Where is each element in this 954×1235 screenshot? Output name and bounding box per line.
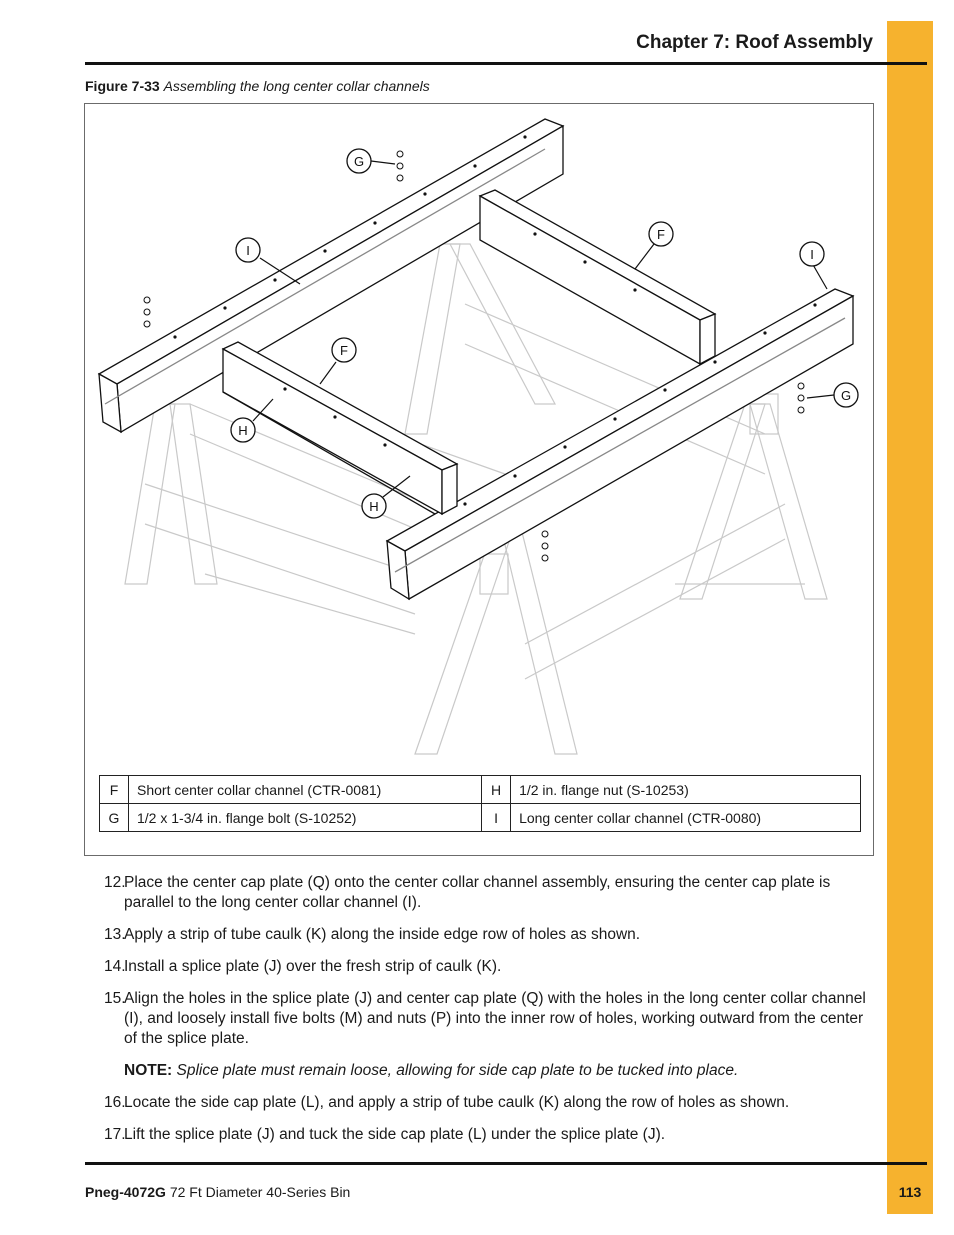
table-row — [100, 804, 861, 832]
list-item — [104, 957, 874, 977]
figure-caption — [85, 78, 430, 94]
step-number: 15. — [104, 990, 126, 1007]
list-item — [104, 925, 874, 945]
step-number: 16. — [104, 1094, 126, 1111]
legend-key: G — [100, 804, 129, 832]
legend-desc: Short center collar channel (CTR-0081) — [129, 776, 482, 804]
callout-i-right — [800, 242, 824, 266]
chapter-title: Chapter 7: Roof Assembly — [636, 32, 873, 53]
header-rule — [85, 62, 927, 65]
legend-key: I — [482, 804, 511, 832]
svg-text:F: F — [657, 227, 665, 242]
callout-g-right — [834, 383, 858, 407]
footer-rule — [85, 1162, 927, 1165]
assembly-illustration — [85, 104, 873, 769]
callout-h-left — [231, 418, 255, 442]
step-number: 14. — [104, 958, 126, 975]
footer-doc-info — [85, 1184, 350, 1200]
step-number: 17. — [104, 1126, 126, 1143]
svg-text:G: G — [840, 388, 852, 403]
legend-desc: Long center collar channel (CTR-0080) — [511, 804, 861, 832]
figure-frame — [84, 103, 874, 856]
step-text: Apply a strip of tube caulk (K) along the inside edge row of holes as shown. — [124, 926, 641, 943]
parts-legend-table — [99, 775, 861, 832]
callout-h-bottom — [362, 494, 386, 518]
step-text: Install a splice plate (J) over the fresh strip of caulk (K). — [124, 958, 502, 975]
step-text: Locate the side cap plate (L), and apply a strip of tube caulk (K) along the row of holes as shown. — [124, 1094, 790, 1111]
svg-text:I: I — [246, 243, 250, 258]
svg-text:H: H — [238, 423, 248, 438]
step-number: 12. — [104, 874, 126, 891]
page-number: 113 — [898, 1184, 922, 1200]
note-block — [104, 1061, 874, 1081]
figure-label: Figure 7-33 — [85, 78, 160, 94]
callout-f-back — [649, 222, 673, 246]
doc-title: 72 Ft Diameter 40-Series Bin — [169, 1184, 351, 1200]
callout-i-left — [236, 238, 260, 262]
step-text: Align the holes in the splice plate (J) and center cap plate (Q) with the holes in the long center collar channel (I), and loosely install five bolts (M) and nuts (P) into the inner row of holes, working outward from the center of the splice plate. — [124, 990, 866, 1047]
svg-text:F: F — [340, 343, 348, 358]
doc-id: Pneg-4072G — [85, 1184, 166, 1200]
step-text: Lift the splice plate (J) and tuck the side cap plate (L) under the splice plate (J). — [124, 1126, 666, 1143]
note-label: NOTE: — [124, 1062, 173, 1079]
callout-g-top — [347, 149, 371, 173]
list-item — [104, 1093, 874, 1113]
instruction-steps — [104, 873, 874, 1157]
legend-desc: 1/2 in. flange nut (S-10253) — [511, 776, 861, 804]
svg-text:G: G — [353, 154, 365, 169]
list-item — [104, 989, 874, 1049]
svg-text:I: I — [810, 247, 814, 262]
legend-key: H — [482, 776, 511, 804]
note-text: Splice plate must remain loose, allowing for side cap plate to be tucked into place. — [176, 1062, 739, 1079]
callout-f-front — [332, 338, 356, 362]
svg-text:H: H — [369, 499, 379, 514]
legend-desc: 1/2 x 1-3/4 in. flange bolt (S-10252) — [129, 804, 482, 832]
list-item — [104, 1125, 874, 1145]
legend-key: F — [100, 776, 129, 804]
step-text: Place the center cap plate (Q) onto the center collar channel assembly, ensuring the center cap plate is parallel to the long center collar channel (I). — [124, 874, 831, 911]
chapter-side-tab — [887, 21, 933, 1214]
table-row — [100, 776, 861, 804]
list-item — [104, 873, 874, 913]
step-number: 13. — [104, 926, 126, 943]
figure-caption-text: Assembling the long center collar channels — [163, 78, 430, 94]
